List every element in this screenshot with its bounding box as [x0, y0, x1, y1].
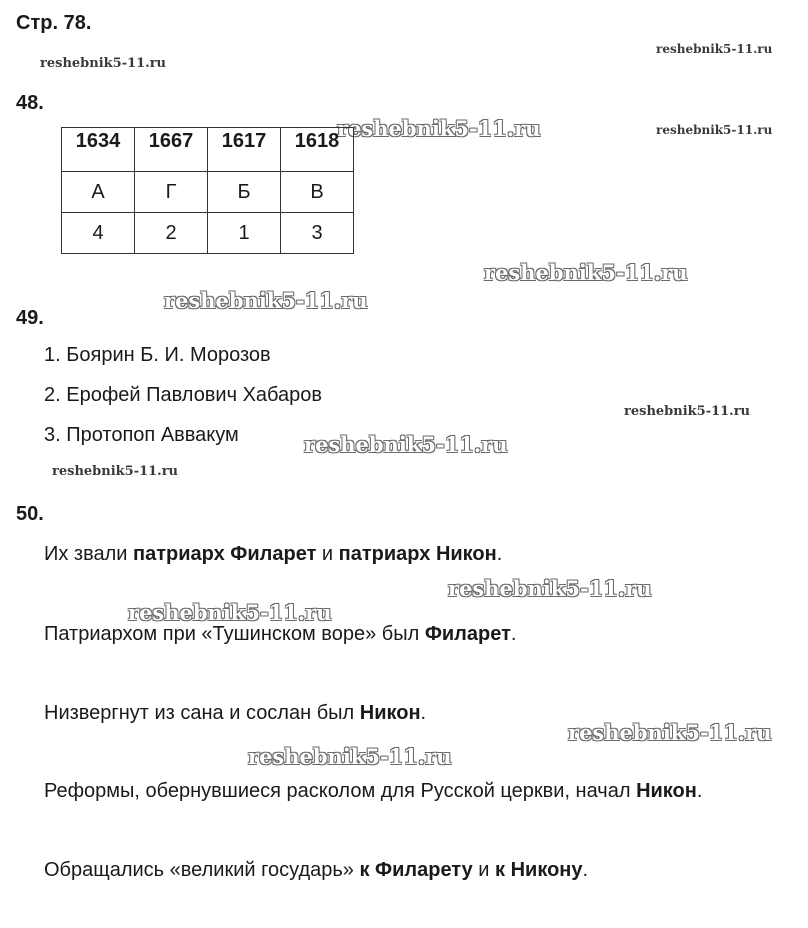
table-cell-number: 2: [135, 213, 208, 254]
text: .: [582, 859, 589, 881]
text: .: [496, 543, 503, 565]
text: Низвергнут из сана и сослан был: [44, 702, 360, 724]
emphasis: Филарет: [424, 623, 511, 645]
emphasis: к Никону: [495, 859, 583, 881]
task-number-50: 50.: [16, 503, 44, 525]
table-cell-number: 4: [62, 213, 135, 254]
emphasis: патриарх Филарет: [133, 543, 317, 565]
watermark: reshebnik5-11.ru: [337, 116, 541, 141]
answer-paragraph-1: [44, 543, 502, 566]
table-row: [62, 213, 354, 254]
watermark: reshebnik5-11.ru: [656, 42, 773, 56]
table-cell-year: 1617: [208, 128, 281, 172]
text: .: [420, 702, 427, 724]
text: Их звали: [44, 543, 134, 565]
text: Патриархом при «Тушинском воре» был: [44, 623, 425, 645]
text: .: [696, 780, 703, 802]
table-cell-number: 3: [281, 213, 354, 254]
table-cell-year: 1667: [135, 128, 208, 172]
text: и: [316, 543, 339, 565]
emphasis: Никон: [636, 780, 697, 802]
watermark: reshebnik5-11.ru: [624, 404, 751, 419]
page-title: Стр. 78.: [16, 12, 92, 34]
list-item: 1. Боярин Б. И. Морозов: [44, 344, 271, 366]
text: Обращались «великий государь»: [44, 859, 360, 881]
watermark: reshebnik5-11.ru: [448, 576, 652, 601]
task-number-49: 49.: [16, 307, 44, 329]
text: и: [472, 859, 496, 881]
table-cell-number: 1: [208, 213, 281, 254]
table-cell-letter: А: [62, 172, 135, 213]
table-cell-letter: В: [281, 172, 354, 213]
answer-paragraph-5: [44, 859, 588, 882]
table-row: [62, 128, 354, 172]
answer-paragraph-3: [44, 702, 426, 725]
watermark: reshebnik5-11.ru: [568, 720, 772, 745]
watermark: reshebnik5-11.ru: [248, 744, 452, 769]
list-item: 2. Ерофей Павлович Хабаров: [44, 384, 323, 406]
table-cell-year: 1618: [281, 128, 354, 172]
emphasis: патриарх Никон: [338, 543, 497, 565]
answer-table: [61, 127, 354, 254]
emphasis: к Филарету: [359, 859, 473, 881]
list-item: 3. Протопоп Аввакум: [44, 424, 239, 446]
watermark: reshebnik5-11.ru: [164, 288, 368, 313]
table-cell-year: 1634: [62, 128, 135, 172]
table-cell-letter: Г: [135, 172, 208, 213]
watermark: reshebnik5-11.ru: [52, 464, 179, 479]
watermark: reshebnik5-11.ru: [40, 56, 167, 71]
watermark: reshebnik5-11.ru: [304, 432, 508, 457]
answer-paragraph-4: [44, 780, 702, 803]
emphasis: Никон: [359, 702, 421, 724]
task-number-48: 48.: [16, 92, 44, 114]
table-row: [62, 172, 354, 213]
answer-paragraph-2: [44, 623, 516, 646]
watermark: reshebnik5-11.ru: [656, 123, 773, 137]
watermark: reshebnik5-11.ru: [128, 600, 332, 625]
text: Реформы, обернувшиеся расколом для Русской церкви, начал: [44, 780, 637, 802]
watermark: reshebnik5-11.ru: [484, 260, 688, 285]
text: .: [510, 623, 517, 645]
table-cell-letter: Б: [208, 172, 281, 213]
